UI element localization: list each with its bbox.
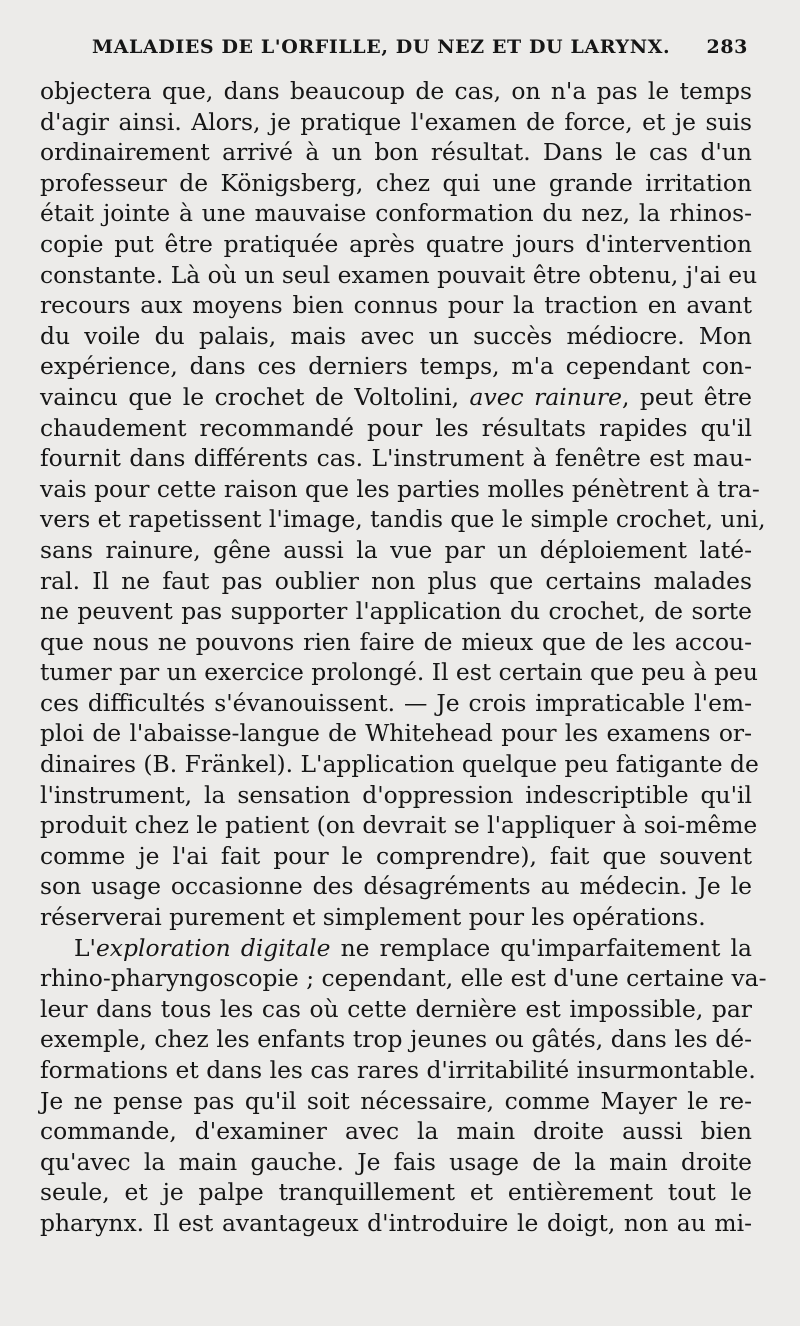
text-line: que nous ne pouvons rien faire de mieux que de les accou- (40, 627, 752, 656)
paragraph-speculum-methods (40, 76, 766, 933)
running-title: MALADIES DE L'ORFILLE, DU NEZ ET DU LARYNX. (92, 36, 671, 58)
text-line: formations et dans les cas rares d'irritabilité insurmontable. (40, 1056, 756, 1084)
text-run: vaincu que le crochet de Voltolini, (40, 382, 470, 411)
text-line: ces difficultés s'évanouissent. — Je crois impraticable l'em- (40, 688, 752, 717)
page-body (40, 76, 767, 1239)
text-line: seule, et je palpe tranquillement et entièrement tout le (40, 1178, 752, 1207)
text-line: tumer par un exercice prolongé. Il est certain que peu à peu (40, 658, 758, 687)
italic-term: exploration digitale (95, 933, 331, 962)
text-line: vers et rapetissent l'image, tandis que le simple crochet, uni, (40, 505, 766, 534)
text-line: son usage occasionne des désagréments au médecin. Je le (40, 872, 752, 901)
text-line: exemple, chez les enfants trop jeunes ou gâtés, dans les dé- (40, 1025, 752, 1054)
text-run: L' (74, 933, 96, 962)
text-line: ral. Il ne faut pas oublier non plus que certains malades (40, 566, 752, 595)
text-line: professeur de Königsberg, chez qui une grande irritation (40, 168, 752, 197)
text-line: constante. Là où un seul examen pouvait être obtenu, j'ai eu (40, 260, 758, 289)
text-line: ordinairement arrivé à un bon résultat. Dans le cas d'un (40, 138, 752, 167)
text-line: produit chez le patient (on devrait se l'appliquer à soi-même (40, 811, 758, 840)
text-line: expérience, dans ces derniers temps, m'a cependant con- (40, 352, 752, 381)
text-line: Je ne pense pas qu'il soit nécessaire, comme Mayer le re- (40, 1086, 752, 1115)
text-line: ne peuvent pas supporter l'application du crochet, de sorte (40, 597, 752, 626)
text-run: , peut être (621, 382, 752, 411)
text-line: pharynx. Il est avantageux d'introduire le doigt, non au mi- (40, 1208, 752, 1237)
page-number: 283 (706, 36, 748, 58)
text-line (40, 933, 752, 964)
text-line: du voile du palais, mais avec un succès médiocre. Mon (40, 321, 752, 350)
text-line: comme je l'ai fait pour le comprendre), fait que souvent (40, 841, 752, 870)
text-line: ploi de l'abaisse-langue de Whitehead pour les examens or- (40, 719, 752, 748)
text-line: qu'avec la main gauche. Je fais usage de la main droite (40, 1147, 752, 1176)
paragraph-digital-exploration (40, 933, 767, 1239)
text-line: l'instrument, la sensation d'oppression indescriptible qu'il (40, 780, 752, 809)
running-header (92, 36, 748, 58)
text-line: fournit dans différents cas. L'instrument à fenêtre est mau- (40, 444, 752, 473)
text-line: objectera que, dans beaucoup de cas, on n'a pas le temps (40, 77, 752, 105)
text-line: chaudement recommandé pour les résultats rapides qu'il (40, 413, 752, 442)
text-line: commande, d'examiner avec la main droite aussi bien (40, 1117, 752, 1146)
italic-term: avec rainure (469, 382, 622, 411)
text-line: vais pour cette raison que les parties molles pénètrent à tra- (40, 474, 760, 503)
text-line: était jointe à une mauvaise conformation du nez, la rhinos- (40, 199, 752, 228)
text-line: d'agir ainsi. Alors, je pratique l'examen de force, et je suis (40, 107, 752, 136)
text-line: réserverai purement et simplement pour les opérations. (40, 903, 706, 932)
text-run: ne remplace qu'imparfaitement la (330, 933, 752, 962)
text-line: copie put être pratiquée après quatre jours d'intervention (40, 229, 752, 258)
text-line: leur dans tous les cas où cette dernière est impossible, par (40, 994, 752, 1023)
text-line: dinaires (B. Fränkel). L'application quelque peu fatigante de (40, 750, 759, 779)
text-line (40, 382, 752, 413)
text-line: sans rainure, gêne aussi la vue par un déploiement laté- (40, 535, 752, 564)
text-line: recours aux moyens bien connus pour la traction en avant (40, 291, 752, 320)
text-line: rhino-pharyngoscopie ; cependant, elle est d'une certaine va- (40, 964, 767, 993)
